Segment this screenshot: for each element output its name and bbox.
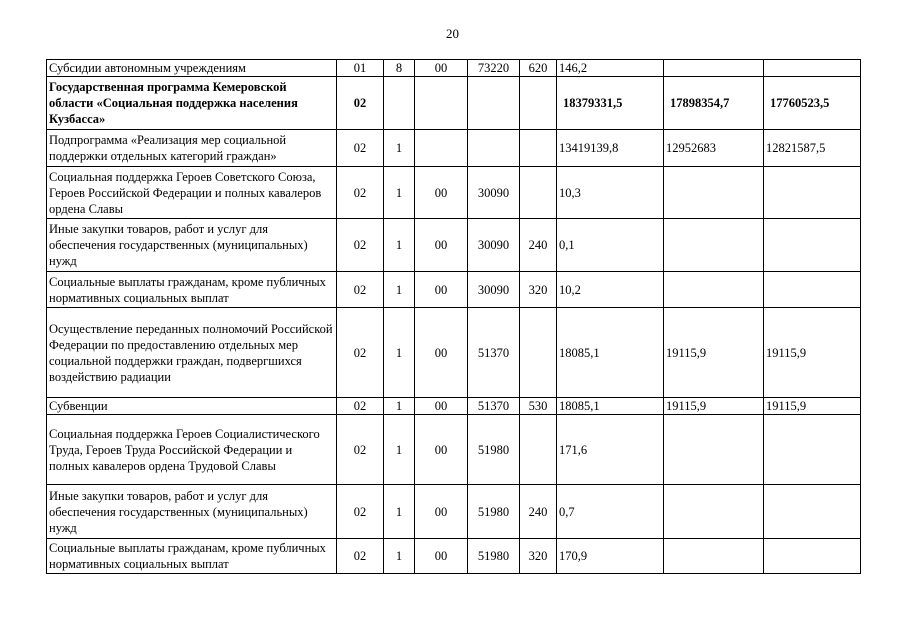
amount-year-2: 17898354,7 — [664, 77, 764, 130]
program-code: 00 — [415, 60, 468, 77]
target-code: 30090 — [468, 219, 520, 272]
expense-type-code — [520, 415, 557, 485]
row-name: Иные закупки товаров, работ и услуг для обеспечения государственных (муниципальных) нужд — [47, 219, 337, 272]
target-code: 51980 — [468, 415, 520, 485]
subsection-code: 1 — [384, 130, 415, 167]
program-code: 00 — [415, 539, 468, 574]
amount-year-2 — [664, 167, 764, 219]
amount-year-3 — [764, 219, 861, 272]
expense-type-code: 320 — [520, 272, 557, 308]
subsection-code: 1 — [384, 539, 415, 574]
table-row — [47, 485, 861, 539]
page-number: 20 — [446, 26, 459, 41]
amount-year-1: 0,7 — [557, 485, 664, 539]
subsection-code — [384, 77, 415, 130]
amount-year-3 — [764, 539, 861, 574]
expense-type-code: 620 — [520, 60, 557, 77]
subsection-code: 8 — [384, 60, 415, 77]
row-name: Государственная программа Кемеровской области «Социальная поддержка населения Кузбасса» — [47, 77, 337, 130]
amount-year-2 — [664, 219, 764, 272]
amount-year-3 — [764, 60, 861, 77]
expense-type-code — [520, 308, 557, 398]
amount-year-3: 19115,9 — [764, 308, 861, 398]
amount-year-2 — [664, 272, 764, 308]
row-name: Субвенции — [47, 398, 337, 415]
amount-year-2: 19115,9 — [664, 398, 764, 415]
amount-year-1: 10,2 — [557, 272, 664, 308]
expense-type-code — [520, 130, 557, 167]
table-row — [47, 60, 861, 77]
target-code: 51370 — [468, 398, 520, 415]
amount-year-3 — [764, 415, 861, 485]
table-row — [47, 219, 861, 272]
amount-year-2: 19115,9 — [664, 308, 764, 398]
amount-year-2 — [664, 415, 764, 485]
table-row — [47, 77, 861, 130]
table-row — [47, 167, 861, 219]
program-code: 00 — [415, 485, 468, 539]
row-name: Осуществление переданных полномочий Российской Федерации по предоставлению отдельных мер социальной поддержки граждан, подвергшихся воздействию радиации — [47, 308, 337, 398]
expense-type-code — [520, 167, 557, 219]
section-code: 02 — [337, 415, 384, 485]
section-code: 02 — [337, 77, 384, 130]
amount-year-3 — [764, 167, 861, 219]
section-code: 02 — [337, 485, 384, 539]
expense-type-code: 530 — [520, 398, 557, 415]
program-code: 00 — [415, 415, 468, 485]
subsection-code: 1 — [384, 485, 415, 539]
target-code: 73220 — [468, 60, 520, 77]
section-code: 02 — [337, 539, 384, 574]
subsection-code: 1 — [384, 167, 415, 219]
budget-table — [46, 59, 861, 574]
amount-year-1: 146,2 — [557, 60, 664, 77]
section-code: 01 — [337, 60, 384, 77]
program-code: 00 — [415, 219, 468, 272]
target-code — [468, 130, 520, 167]
row-name: Подпрограмма «Реализация мер социальной поддержки отдельных категорий граждан» — [47, 130, 337, 167]
program-code — [415, 130, 468, 167]
subsection-code: 1 — [384, 415, 415, 485]
expense-type-code: 320 — [520, 539, 557, 574]
target-code: 30090 — [468, 272, 520, 308]
amount-year-1: 171,6 — [557, 415, 664, 485]
row-name: Иные закупки товаров, работ и услуг для обеспечения государственных (муниципальных) нужд — [47, 485, 337, 539]
row-name: Социальная поддержка Героев Социалистического Труда, Героев Труда Российской Федерации и полных кавалеров ордена Трудовой Славы — [47, 415, 337, 485]
section-code: 02 — [337, 167, 384, 219]
target-code: 30090 — [468, 167, 520, 219]
table-row — [47, 130, 861, 167]
amount-year-3 — [764, 485, 861, 539]
target-code: 51980 — [468, 539, 520, 574]
section-code: 02 — [337, 308, 384, 398]
amount-year-3 — [764, 272, 861, 308]
amount-year-3: 17760523,5 — [764, 77, 861, 130]
amount-year-2 — [664, 539, 764, 574]
target-code — [468, 77, 520, 130]
expense-type-code: 240 — [520, 485, 557, 539]
table-row — [47, 539, 861, 574]
amount-year-1: 13419139,8 — [557, 130, 664, 167]
table-row — [47, 398, 861, 415]
table-row — [47, 272, 861, 308]
row-name: Социальные выплаты гражданам, кроме публичных нормативных социальных выплат — [47, 539, 337, 574]
row-name: Социальная поддержка Героев Советского Союза, Героев Российской Федерации и полных кавалеров ордена Славы — [47, 167, 337, 219]
amount-year-1: 18379331,5 — [557, 77, 664, 130]
amount-year-2 — [664, 60, 764, 77]
amount-year-3: 19115,9 — [764, 398, 861, 415]
section-code: 02 — [337, 398, 384, 415]
section-code: 02 — [337, 272, 384, 308]
target-code: 51370 — [468, 308, 520, 398]
amount-year-1: 18085,1 — [557, 398, 664, 415]
program-code: 00 — [415, 308, 468, 398]
amount-year-1: 10,3 — [557, 167, 664, 219]
table-row — [47, 415, 861, 485]
program-code: 00 — [415, 398, 468, 415]
row-name: Социальные выплаты гражданам, кроме публичных нормативных социальных выплат — [47, 272, 337, 308]
table-row — [47, 308, 861, 398]
section-code: 02 — [337, 130, 384, 167]
section-code: 02 — [337, 219, 384, 272]
subsection-code: 1 — [384, 398, 415, 415]
subsection-code: 1 — [384, 219, 415, 272]
amount-year-1: 0,1 — [557, 219, 664, 272]
expense-type-code — [520, 77, 557, 130]
amount-year-1: 18085,1 — [557, 308, 664, 398]
subsection-code: 1 — [384, 308, 415, 398]
program-code: 00 — [415, 167, 468, 219]
program-code — [415, 77, 468, 130]
program-code: 00 — [415, 272, 468, 308]
expense-type-code: 240 — [520, 219, 557, 272]
subsection-code: 1 — [384, 272, 415, 308]
amount-year-2 — [664, 485, 764, 539]
amount-year-3: 12821587,5 — [764, 130, 861, 167]
row-name: Субсидии автономным учреждениям — [47, 60, 337, 77]
amount-year-1: 170,9 — [557, 539, 664, 574]
amount-year-2: 12952683 — [664, 130, 764, 167]
target-code: 51980 — [468, 485, 520, 539]
